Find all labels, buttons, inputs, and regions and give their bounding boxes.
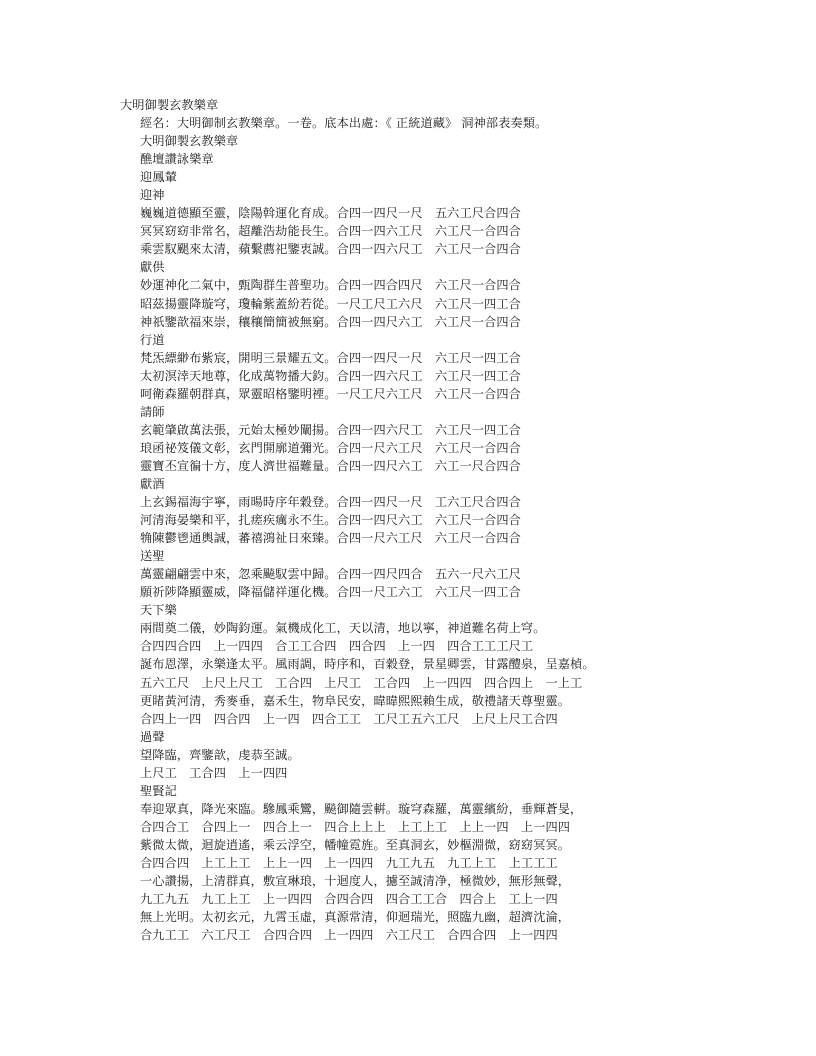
document-line: 大明御製玄教樂章	[140, 134, 239, 149]
document-line: 萬靈翩翩雲中來，忽乘飈馭雲中歸。合四一四尺四合 五六一尺六工尺	[140, 567, 521, 582]
document-line: 合九工工 六工尺工 合四合四 上一四四 六工尺工 合四合四 上一四四	[140, 928, 558, 943]
document-line: 願祈陟降顯靈威，降福儲祥運化機。合四一尺工六工 六工尺一四工合	[140, 585, 521, 600]
document-line: 觕陳鬱鬯通輿誠，蕃禧鴻祉日來臻。合四一尺六工尺 六工尺一合四合	[140, 531, 521, 546]
document-line: 獻酒	[140, 476, 165, 491]
document-line: 合四合工 合四上一 四合上一 四合上上上 上工上工 上上一四 上一四四	[140, 819, 571, 834]
document-line: 琅函祕笈儀文彰，玄門開廓道彌光。合四一尺六工尺 六工尺一合四合	[140, 440, 521, 455]
document-line: 五六工尺 上尺上尺工 工合四 上尺工 工合四 上一四四 四合四上 一上工	[140, 675, 583, 690]
document-line: 呵衛森羅朝群真，眾靈昭格鑒明禋。一尺工尺六工尺 六工尺一合四合	[140, 386, 521, 401]
document-text-body	[120, 96, 720, 944]
document-line: 巍巍道德顯至靈，陰陽斡運化育成。合四一四尺一尺 五六工尺合四合	[140, 206, 521, 221]
document-line: 梵炁縹緲布紫宸，開明三景耀五文。合四一四尺一尺 六工尺一四工合	[140, 350, 521, 365]
document-line: 玄範肇啟萬法張，元始太極妙闡揚。合四一四六尺工 六工尺一四工合	[140, 422, 521, 437]
document-line: 大明御製玄教樂章	[120, 98, 219, 112]
document-line: 一心讚揚，上清群真，敷宣琳琅，十迴度人，攄至誠清净，極微妙，無形無聲，	[140, 874, 571, 889]
document-line: 過聲	[140, 729, 165, 744]
document-line: 聖賢記	[140, 783, 177, 798]
document-line: 合四上一四 四合四 上一四 四合工工 工尺工五六工尺 上尺上尺工合四	[140, 711, 558, 726]
document-line: 獻供	[140, 260, 165, 275]
document-line: 望降臨，齊鑒歆，虔恭至誠。	[140, 747, 300, 762]
document-line: 九工九五 九工上工 上一四四 合四合四 四合工工合 四合上 工上一四	[140, 892, 558, 907]
document-line: 靈寶丕宣徧十方，度人濟世福難量。合四一四尺六工 六工一尺合四合	[140, 458, 521, 473]
document-line: 醮壇讚詠樂章	[140, 152, 214, 167]
document-line: 經名：大明御制玄教樂章。一卷。底本出處：《 正統道藏》 洞神部表奏類。	[140, 116, 548, 131]
document-line: 上玄錫福海宇寧，雨暘時序年穀登。合四一四尺一尺 工六工尺合四合	[140, 495, 521, 510]
document-line: 上尺工 工合四 上一四四	[140, 765, 288, 780]
document-line: 冥冥窈窈非常名，超離浩劫能長生。合四一四六工尺 六工尺一合四合	[140, 224, 521, 239]
document-line: 天下樂	[140, 603, 177, 618]
document-line: 紫微太微，迴旋逍遙，乘云浮空，幡幢霓旌。至真洞玄，妙樞淵微，窈窈冥冥。	[140, 837, 571, 852]
document-line: 誕布恩澤，永樂逢太平。風雨調，時序和，百穀登，景星卿雲，甘露醴泉，呈嘉楨。	[140, 657, 595, 672]
document-line: 合四四合四 上一四四 合工工合四 四合四 上一四 四合工工工尺工	[140, 639, 534, 654]
document-line: 河清海晏樂和平，扎瘥疾癘永不生。合四一四尺六工 六工尺一合四合	[140, 513, 521, 528]
document-line: 神祇鑒歆福來崇，穰穰簡簡被無窮。合四一四尺六工 六工尺一合四合	[140, 314, 521, 329]
document-line: 迎鳳輦	[140, 170, 177, 185]
document-line: 行道	[140, 332, 165, 347]
document-line: 迎神	[140, 188, 165, 203]
document-line: 昭茲揚靈降璇穹，瓊輪紫蓋紛若從。一尺工尺工六尺 六工尺一四工合	[140, 296, 521, 311]
document-line: 合四合四 上工上工 上上一四 上一四四 九工九五 九工上工 上工工工	[140, 855, 558, 870]
document-line: 妙運神化二氣中，甄陶群生普聖功。合四一四合四尺 六工尺一合四合	[140, 278, 521, 293]
document-line: 請師	[140, 404, 165, 419]
document-line: 太初溟涬天地尊，化成萬物播大鈞。合四一四六尺工 六工尺一四工合	[140, 368, 521, 383]
document-line: 送聖	[140, 549, 165, 564]
document-line: 奉迎眾真，降光來臨。驂鳳乘鸞，飈御隨雲輧。璇穹森羅，萬靈繽紛，垂輝蒼旻，	[140, 801, 583, 816]
document-line: 乘雲馭颶來太清，蘋繫薦祀鑒衷誠。合四一四六尺工 六工尺一合四合	[140, 242, 521, 257]
document-line: 更睹黃河清，秀麥垂，嘉禾生，物阜民安，暐暐熙熙賴生成，敬禮諸天尊聖靈。	[140, 693, 571, 708]
document-line: 兩間奠二儀，妙陶鈞運。氣機成化工，天以清，地以寧，神道難名荷上穹。	[140, 621, 546, 636]
document-line: 無上光明。太初玄元，九霄玉虛，真源常清，仰迴瑞光，照臨九幽，超濟沈淪，	[140, 910, 571, 925]
